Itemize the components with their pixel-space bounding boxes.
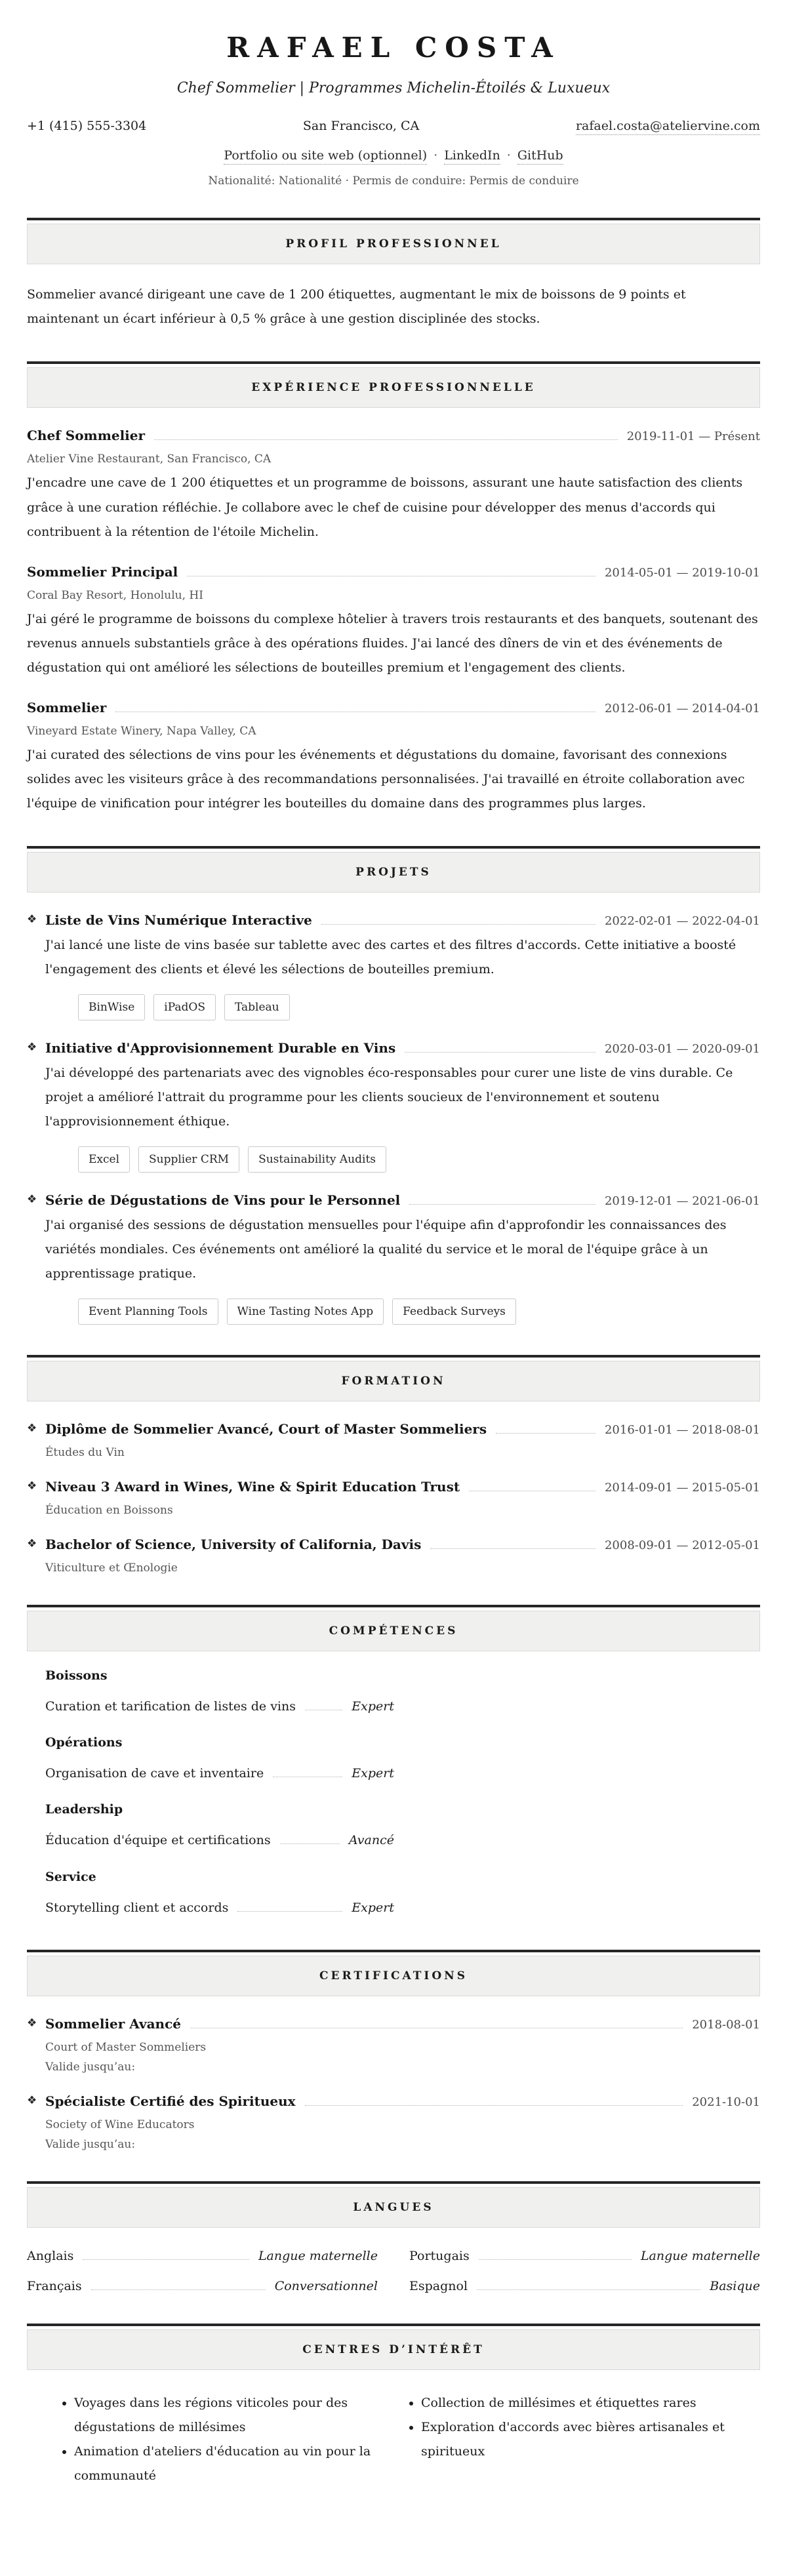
- section-interests: [27, 2324, 760, 2488]
- project-title: Série de Dégustations de Vins pour le Personnel: [45, 1192, 401, 1209]
- certification-org: Society of Wine Educators: [45, 2118, 195, 2131]
- dotted-leader: [237, 1911, 342, 1912]
- section-languages: [27, 2181, 760, 2293]
- project-entry: [27, 1192, 760, 1325]
- section-certifications: [27, 1950, 760, 2151]
- email-link[interactable]: rafael.costa@ateliervine.com: [576, 119, 760, 135]
- tech-tag: Supplier CRM: [138, 1146, 239, 1173]
- education-entry: [27, 1537, 760, 1575]
- project-dates: 2019-12-01 — 2021-06-01: [604, 1194, 760, 1209]
- project-head: [45, 1040, 760, 1056]
- dotted-leader: [496, 1433, 595, 1434]
- job-company: Vineyard Estate Winery, Napa Valley, CA: [27, 724, 256, 738]
- dotted-leader: [409, 1204, 595, 1205]
- dotted-leader: [83, 2259, 249, 2260]
- education-entry: [27, 1479, 760, 1517]
- interest-item: • Animation d'ateliers d'éducation au vin pour la communauté: [74, 2440, 413, 2488]
- dotted-leader: [91, 2289, 266, 2290]
- language-row: [409, 2279, 760, 2293]
- page-title: RAFAEL COSTA: [226, 31, 561, 64]
- section-experience-header: [27, 367, 760, 408]
- section-certifications-header: [27, 1956, 760, 1996]
- certification-org: Court of Master Sommeliers: [45, 2040, 207, 2054]
- language-name: Portugais: [409, 2248, 470, 2263]
- skill-group: [45, 1735, 760, 1785]
- education-dates: 2014-09-01 — 2015-05-01: [604, 1481, 760, 1495]
- job-entry: [27, 428, 760, 544]
- education-field: Études du Vin: [45, 1446, 125, 1460]
- job-entry: [27, 700, 760, 816]
- project-tags: [78, 1298, 760, 1325]
- section-languages-heading: LANGUES: [353, 2200, 434, 2214]
- section-projects-heading: PROJETS: [355, 865, 432, 879]
- job-description: J'encadre une cave de 1 200 étiquettes et un programme de boissons, assurant une haute satisfaction des clients grâce à une curation réfléchie. Je collabore avec le chef de cuisine pour développer des menus d'accords qui contribuent à la rétention de l'étoile Michelin.: [27, 475, 743, 539]
- tech-tag: BinWise: [78, 994, 145, 1020]
- dotted-leader: [280, 1843, 340, 1844]
- skill-name: Organisation de cave et inventaire: [45, 1766, 264, 1781]
- education-title: Diplôme de Sommelier Avancé, Court of Master Sommeliers: [45, 1421, 487, 1438]
- tech-tag: Wine Tasting Notes App: [227, 1298, 384, 1325]
- section-rule: [27, 218, 760, 220]
- certification-valid-label: Valide jusqu’au:: [45, 2137, 136, 2151]
- diamond-icon: ❖: [27, 2093, 37, 2107]
- skill-name: Éducation d'équipe et certifications: [45, 1833, 271, 1848]
- job-company: Atelier Vine Restaurant, San Francisco, CA: [27, 453, 272, 466]
- languages-grid: [27, 2249, 760, 2293]
- portfolio-link[interactable]: Portfolio ou site web (optionnel): [224, 148, 427, 165]
- project-tags: [78, 994, 760, 1020]
- job-dates: 2014-05-01 — 2019-10-01: [604, 565, 760, 580]
- job-title: Sommelier Principal: [27, 563, 178, 580]
- skill-row: [45, 1695, 394, 1718]
- dotted-leader: [321, 924, 595, 925]
- language-level: Langue maternelle: [258, 2248, 378, 2263]
- education-title: Niveau 3 Award in Wines, Wine & Spirit Education Trust: [45, 1479, 460, 1495]
- separator-dot: ·: [434, 148, 438, 163]
- tech-tag: Event Planning Tools: [78, 1298, 218, 1325]
- certification-entry: [27, 2093, 760, 2151]
- section-languages-header: [27, 2187, 760, 2228]
- job-description: J'ai curated des sélections de vins pour les événements et dégustations du domaine, favorisant des connexions solides avec les visiteurs grâce à des recommandations personnalisées. J'ai travaillé en étroite collaboration avec l'équipe de vinification pour intégrer les bouteilles du domaine dans des programmes plus larges.: [27, 747, 745, 811]
- section-profile: [27, 218, 760, 331]
- project-description: J'ai organisé des sessions de dégustation mensuelles pour l'équipe afin d'approfondir les connaissances des variétés mondiales. Ces événements ont amélioré la qualité du service et le moral de l'équipe grâce à un apprentissage pratique.: [45, 1218, 727, 1281]
- github-link[interactable]: GitHub: [517, 148, 563, 165]
- skills-list: [27, 1668, 760, 1919]
- job-dates: 2019-11-01 — Présent: [626, 430, 760, 444]
- project-dates: 2020-03-01 — 2020-09-01: [604, 1042, 760, 1056]
- contact-row: [27, 119, 760, 135]
- diamond-icon: ❖: [27, 1537, 37, 1551]
- skill-category: Boissons: [45, 1668, 108, 1683]
- dotted-leader: [154, 439, 618, 440]
- certification-date: 2021-10-01: [692, 2095, 760, 2109]
- phone-number: +1 (415) 555-3304: [27, 119, 147, 134]
- skill-row: [45, 1761, 394, 1785]
- skill-level: Expert: [352, 1766, 394, 1781]
- education-head: [45, 1537, 760, 1552]
- dotted-leader: [477, 2289, 700, 2290]
- skill-category: Opérations: [45, 1735, 123, 1750]
- dotted-leader: [479, 2259, 632, 2260]
- separator-dot: ·: [506, 148, 511, 163]
- tech-tag: Sustainability Audits: [248, 1146, 386, 1173]
- job-title: Sommelier: [27, 699, 107, 715]
- diamond-icon: ❖: [27, 2016, 37, 2030]
- language-row: [409, 2249, 760, 2263]
- job-head: [27, 700, 760, 715]
- skill-name: Storytelling client et accords: [45, 1900, 229, 1915]
- dotted-leader: [430, 1548, 595, 1549]
- language-name: Français: [27, 2278, 82, 2293]
- education-title: Bachelor of Science, University of California, Davis: [45, 1537, 422, 1553]
- language-name: Anglais: [27, 2248, 74, 2263]
- section-experience: [27, 361, 760, 815]
- headline: Chef Sommelier | Programmes Michelin-Étoilés & Luxueux: [176, 80, 611, 97]
- section-skills: [27, 1605, 760, 1919]
- job-description: J'ai géré le programme de boissons du complexe hôtelier à travers trois restaurants et des banquets, soutenant des revenus annuels substantiels grâce à des opérations fluides. J'ai lancé des dîners de vin et des événements de dégustation qui ont amélioré les sélections de bouteilles premium et l'engagement des clients.: [27, 611, 758, 675]
- section-experience-heading: EXPÉRIENCE PROFESSIONNELLE: [251, 381, 536, 395]
- language-level: Conversationnel: [274, 2278, 378, 2293]
- section-rule: [27, 2181, 760, 2184]
- project-dates: 2022-02-01 — 2022-04-01: [604, 914, 760, 928]
- section-projects-header: [27, 852, 760, 893]
- tech-tag: iPadOS: [153, 994, 216, 1020]
- certification-head: [45, 2016, 760, 2032]
- section-interests-heading: CENTRES D’INTÉRÊT: [302, 2343, 485, 2356]
- education-entry: [27, 1421, 760, 1459]
- links-row: [27, 148, 760, 163]
- skill-group: [45, 1802, 760, 1852]
- diamond-icon: ❖: [27, 1479, 37, 1493]
- education-field: Viticulture et Œnologie: [45, 1561, 178, 1575]
- skill-category: Service: [45, 1869, 96, 1884]
- dotted-leader: [405, 1052, 595, 1053]
- section-certifications-heading: CERTIFICATIONS: [319, 1969, 468, 1982]
- diamond-icon: ❖: [27, 1041, 37, 1054]
- section-profile-header: [27, 224, 760, 264]
- section-education: [27, 1355, 760, 1575]
- skill-level: Avancé: [348, 1833, 394, 1848]
- tech-tag: Tableau: [224, 994, 290, 1020]
- interest-item: • Collection de millésimes et étiquettes rares: [421, 2391, 760, 2415]
- section-projects: [27, 846, 760, 1325]
- diamond-icon: ❖: [27, 912, 37, 926]
- section-interests-header: [27, 2329, 760, 2370]
- section-education-heading: FORMATION: [341, 1375, 446, 1388]
- skill-level: Expert: [352, 1900, 394, 1915]
- skill-row: [45, 1896, 394, 1920]
- nationality-line: Nationalité: Nationalité · Permis de conduire: Permis de conduire: [208, 174, 579, 188]
- section-skills-header: [27, 1611, 760, 1651]
- language-level: Langue maternelle: [640, 2248, 760, 2263]
- skill-group: [45, 1870, 760, 1920]
- education-field: Éducation en Boissons: [45, 1504, 173, 1518]
- dotted-leader: [305, 2105, 683, 2106]
- section-rule: [27, 1950, 760, 1952]
- language-level: Basique: [710, 2278, 760, 2293]
- education-dates: 2016-01-01 — 2018-08-01: [604, 1423, 760, 1438]
- project-title: Initiative d'Approvisionnement Durable en Vins: [45, 1040, 396, 1056]
- job-title: Chef Sommelier: [27, 428, 146, 444]
- diamond-icon: ❖: [27, 1193, 37, 1207]
- language-row: [27, 2279, 378, 2293]
- certification-title: Sommelier Avancé: [45, 2015, 181, 2032]
- interests-list: [27, 2391, 760, 2488]
- section-profile-heading: PROFIL PROFESSIONNEL: [285, 237, 502, 251]
- section-rule: [27, 1355, 760, 1358]
- project-head: [45, 1192, 760, 1208]
- certification-date: 2018-08-01: [692, 2017, 760, 2032]
- certification-valid-label: Valide jusqu’au:: [45, 2060, 136, 2074]
- job-head: [27, 428, 760, 443]
- language-name: Espagnol: [409, 2278, 468, 2293]
- skill-name: Curation et tarification de listes de vins: [45, 1699, 296, 1714]
- section-skills-heading: COMPÉTENCES: [329, 1624, 458, 1638]
- job-entry: [27, 564, 760, 680]
- certification-title: Spécialiste Certifié des Spiritueux: [45, 2093, 296, 2109]
- project-description: J'ai développé des partenariats avec des vignobles éco-responsables pour curer une liste de vins durable. Ce projet a amélioré l'attrait du programme pour les clients soucieux de l'environnement et soutenu l'approvisionnement éthique.: [45, 1066, 733, 1129]
- skill-row: [45, 1828, 394, 1852]
- skill-group: [45, 1668, 760, 1718]
- interest-item: • Voyages dans les régions viticoles pour des dégustations de millésimes: [74, 2391, 413, 2440]
- education-head: [45, 1479, 760, 1495]
- project-tags: [78, 1146, 760, 1173]
- education-head: [45, 1421, 760, 1437]
- section-rule: [27, 361, 760, 364]
- project-description: J'ai lancé une liste de vins basée sur tablette avec des cartes et des filtres d'accords. Cette initiative a boosté l'engagement des clients et élevé les sélections de bouteilles premium.: [45, 937, 737, 976]
- section-education-header: [27, 1361, 760, 1401]
- project-entry: [27, 912, 760, 1020]
- education-dates: 2008-09-01 — 2012-05-01: [604, 1539, 760, 1553]
- section-rule: [27, 2324, 760, 2326]
- interest-item: • Exploration d'accords avec bières artisanales et spiritueux: [421, 2415, 760, 2464]
- certification-head: [45, 2093, 760, 2109]
- section-rule: [27, 1605, 760, 1607]
- project-entry: [27, 1040, 760, 1173]
- tech-tag: Feedback Surveys: [392, 1298, 516, 1325]
- job-head: [27, 564, 760, 580]
- project-head: [45, 912, 760, 928]
- linkedin-link[interactable]: LinkedIn: [444, 148, 500, 165]
- certification-entry: [27, 2016, 760, 2074]
- job-dates: 2012-06-01 — 2014-04-01: [604, 701, 760, 715]
- language-row: [27, 2249, 378, 2263]
- tech-tag: Excel: [78, 1146, 130, 1173]
- profile-text: Sommelier avancé dirigeant une cave de 1 200 étiquettes, augmentant le mix de boissons de 9 points et maintenant un écart inférieur à 0,5 % grâce à une gestion disciplinée des stocks.: [27, 287, 686, 327]
- section-rule: [27, 846, 760, 849]
- project-title: Liste de Vins Numérique Interactive: [45, 912, 312, 928]
- job-company: Coral Bay Resort, Honolulu, HI: [27, 588, 203, 602]
- diamond-icon: ❖: [27, 1422, 37, 1436]
- skill-category: Leadership: [45, 1802, 123, 1817]
- location-text: San Francisco, CA: [302, 119, 420, 134]
- skill-level: Expert: [352, 1699, 394, 1714]
